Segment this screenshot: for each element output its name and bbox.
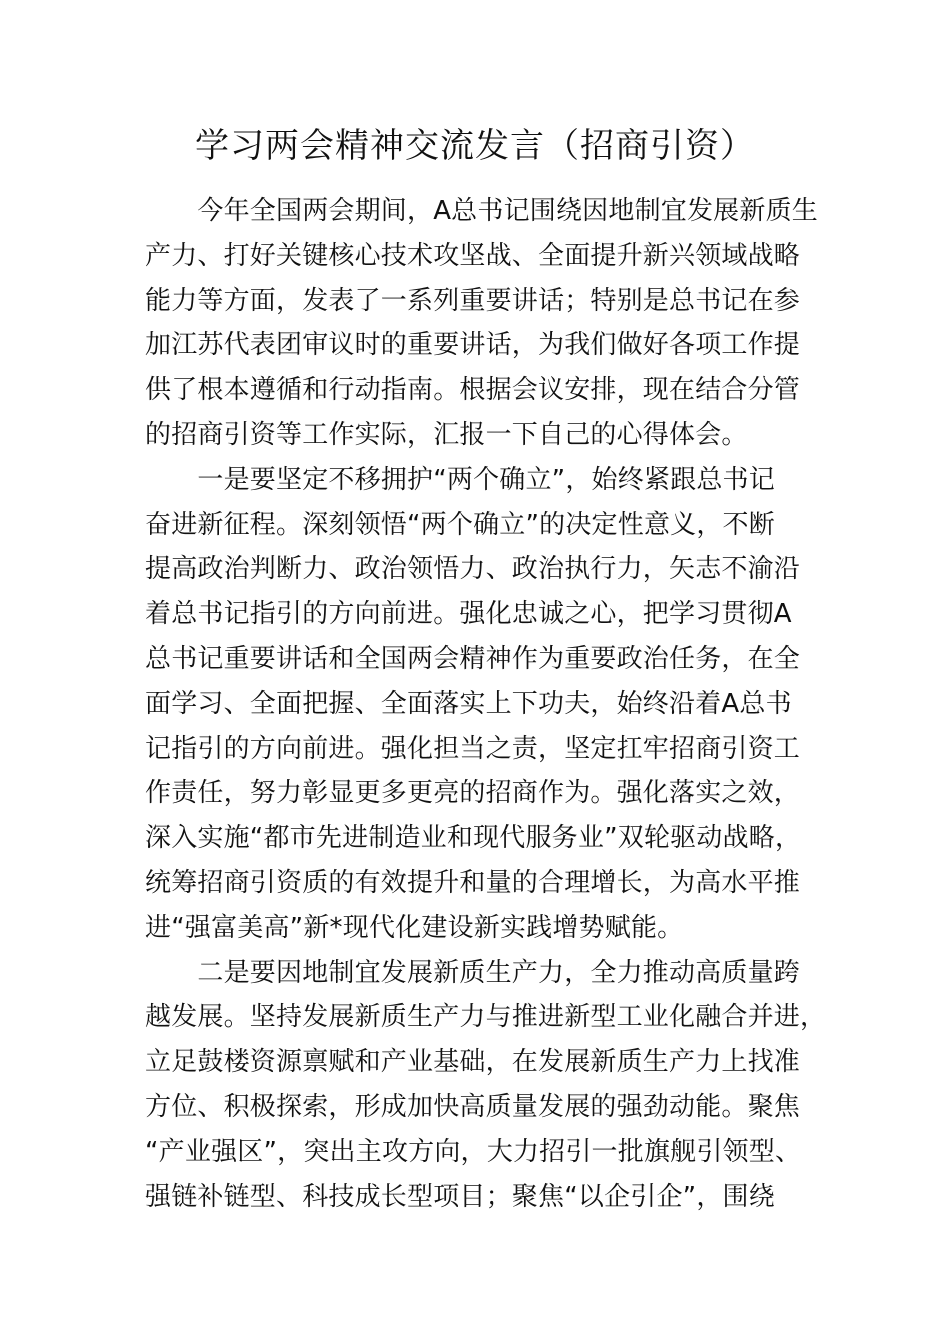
- text-line: 统筹招商引资质的有效提升和量的合理增长，为高水平推: [145, 867, 801, 898]
- text-line: 着总书记指引的方向前进。强化忠诚之心，把学习贯彻A: [145, 599, 792, 630]
- text-line: 奋进新征程。深刻领悟“两个确立”的决定性意义，不断: [145, 509, 775, 540]
- text-line: 提高政治判断力、政治领悟力、政治执行力，矢志不渝沿: [145, 554, 801, 585]
- text-line: 加江苏代表团审议时的重要讲话，为我们做好各项工作提: [145, 330, 801, 361]
- text-line: 总书记重要讲话和全国两会精神作为重要政治任务，在全: [145, 643, 801, 674]
- text-line: 面学习、全面把握、全面落实上下功夫，始终沿着A总书: [145, 688, 792, 719]
- text-line: 能力等方面，发表了一系列重要讲话；特别是总书记在参: [145, 285, 801, 316]
- text-line: 的招商引资等工作实际，汇报一下自己的心得体会。: [145, 419, 748, 450]
- text-line: 记指引的方向前进。强化担当之责，坚定扛牢招商引资工: [145, 733, 801, 764]
- document-title: 学习两会精神交流发言（招商引资）: [195, 126, 755, 166]
- text-line: 二是要因地制宜发展新质生产力，全力推动高质量跨: [145, 957, 801, 988]
- text-line: 进“强富美高”新*现代化建设新实践增势赋能。: [145, 912, 684, 943]
- text-line: 深入实施“都市先进制造业和现代服务业”双轮驱动战略，: [145, 823, 802, 854]
- text-line: 作责任，努力彰显更多更亮的招商作为。强化落实之效，: [145, 778, 801, 809]
- document-body: [145, 189, 835, 1219]
- text-line: 供了根本遵循和行动指南。根据会议安排，现在结合分管: [145, 375, 801, 406]
- text-line: 强链补链型、科技成长型项目；聚焦“以企引企”，围绕: [145, 1181, 775, 1212]
- text-line: 今年全国两会期间，A总书记围绕因地制宜发展新质生: [145, 196, 818, 226]
- text-line: 立足鼓楼资源禀赋和产业基础，在发展新质生产力上找准: [145, 1047, 801, 1078]
- text-line: “产业强区”，突出主攻方向，大力招引一批旗舰引领型、: [145, 1136, 802, 1167]
- text-line: 产力、打好关键核心技术攻坚战、全面提升新兴领域战略: [145, 240, 801, 271]
- text-line: 越发展。坚持发展新质生产力与推进新型工业化融合并进，: [145, 1002, 827, 1033]
- text-line: 一是要坚定不移拥护“两个确立”，始终紧跟总书记: [145, 464, 775, 495]
- text-line: 方位、积极探索，形成加快高质量发展的强劲动能。聚焦: [145, 1091, 801, 1122]
